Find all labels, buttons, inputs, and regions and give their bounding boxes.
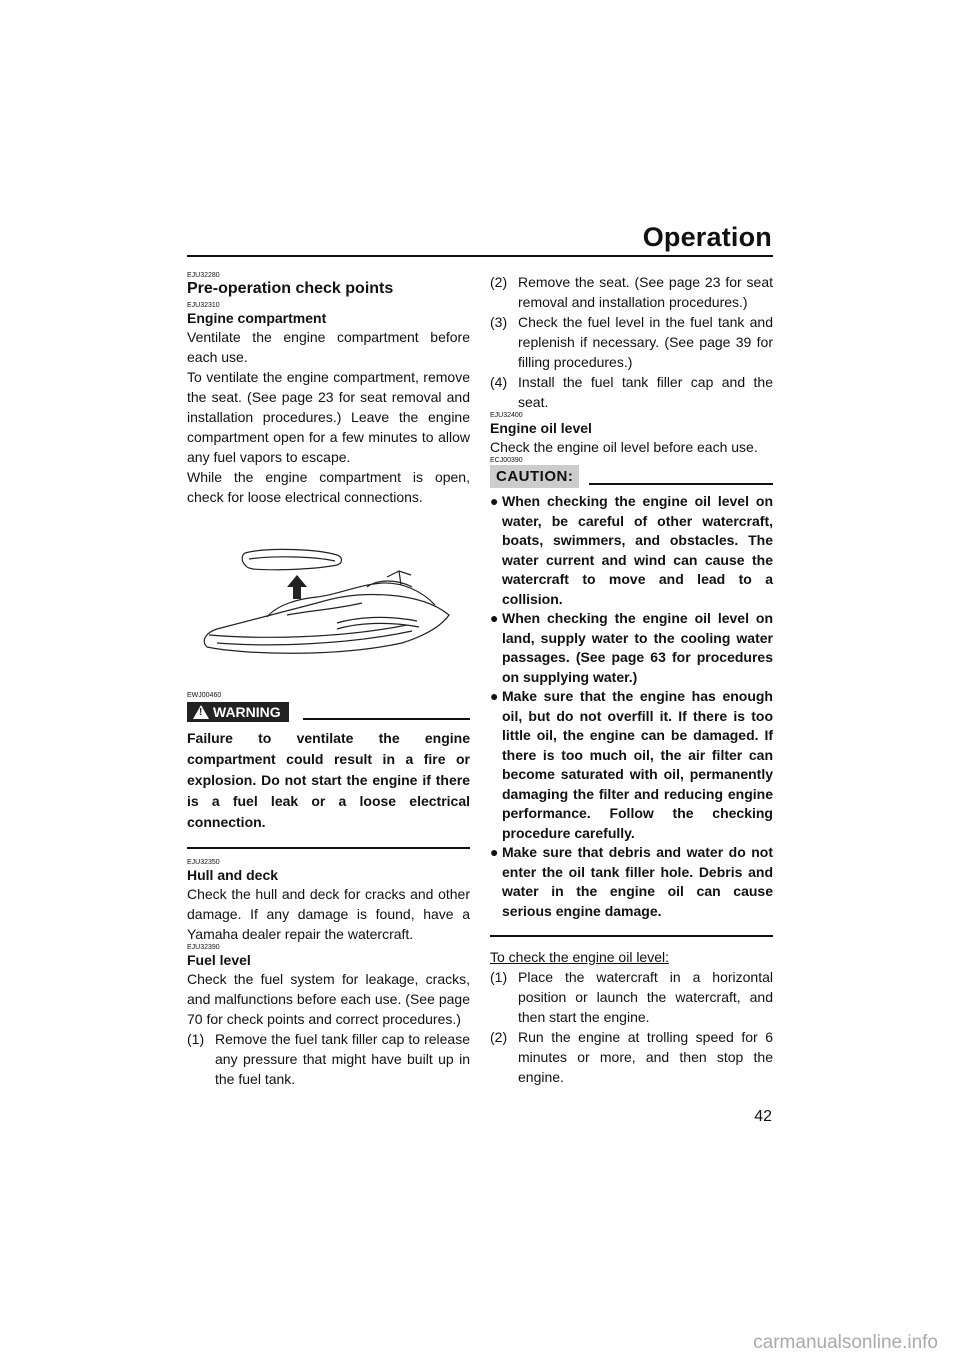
engine-oil-heading: Engine oil level (490, 420, 592, 436)
step-text: Run the engine at trolling speed for 6 minutes or more, and then stop the engine. (518, 1029, 773, 1085)
ref-code: ECJ00390 (490, 457, 523, 464)
hull-deck-heading: Hull and deck (187, 867, 279, 883)
ref-code: EJU32310 (187, 302, 220, 309)
fuel-step-2 (490, 272, 773, 312)
step-number: (1) (187, 1031, 205, 1047)
engine-paragraph-3: While the engine compartment is open, check for loose electrical connections. (187, 469, 470, 505)
left-column (187, 272, 470, 1089)
step-number: (1) (490, 969, 508, 985)
bullet-icon: ● (490, 493, 499, 509)
ref-code: EJU32390 (187, 944, 220, 951)
step-text: Install the fuel tank filler cap and the seat. (518, 374, 773, 410)
caution-bullet (490, 609, 773, 687)
warning-icon: ! (193, 705, 209, 719)
ref-code: EJU32350 (187, 859, 220, 866)
engine-oil-paragraph: Check the engine oil level before each use. (490, 439, 758, 455)
step-number: (4) (490, 374, 508, 390)
bullet-text: When checking the engine oil level on land, supply water to the cooling water passages. (See page 63 for procedures on supplying water.) (502, 610, 773, 685)
warning-rule (303, 718, 470, 720)
hull-paragraph: Check the hull and deck for cracks and other damage. If any damage is found, have a Yamaha dealer repair the watercraft. (187, 886, 470, 942)
warning-badge (187, 702, 289, 722)
engine-paragraph-2: To ventilate the engine compartment, remove the seat. (See page 23 for seat removal and installation procedures.) Leave the engine compartment open for a few minutes to allow any fuel vapors to escape. (187, 369, 470, 465)
page-title: Operation (642, 222, 772, 252)
footer-watermark: carmanualsonline.info (753, 1332, 938, 1353)
step-number: (3) (490, 314, 508, 330)
fuel-paragraph: Check the fuel system for leakage, cracks, and malfunctions before each use. (See page 70 for check points and correct procedures.) (187, 971, 470, 1027)
check-oil-heading: To check the engine oil level: (490, 949, 669, 965)
bullet-icon: ● (490, 844, 499, 860)
bullet-icon: ● (490, 610, 499, 626)
bullet-icon: ● (490, 688, 499, 704)
watercraft-seat-removal-illustration (187, 525, 470, 675)
caution-rule (589, 483, 773, 485)
caution-bullet (490, 687, 773, 843)
fuel-step-3 (490, 312, 773, 372)
page-number: 42 (754, 1108, 772, 1125)
right-column (490, 272, 773, 1087)
warning-label: WARNING (213, 704, 281, 720)
bullet-text: Make sure that the engine has enough oil, but do not overfill it. If there is too little oil, the engine can be damaged. If there is too much oil, the air filter can become saturated with oil, permanently damaging the filter and reducing engine performance. Follow the checking procedure carefully. (502, 688, 773, 841)
caution-bullet (490, 492, 773, 609)
check-step-2 (490, 1027, 773, 1087)
ref-code: EJU32280 (187, 272, 220, 279)
engine-paragraph-1: Ventilate the engine compartment before each use. (187, 329, 470, 365)
step-text: Remove the seat. (See page 23 for seat removal and installation procedures.) (518, 274, 773, 310)
caution-header (490, 465, 773, 488)
fuel-level-heading: Fuel level (187, 952, 251, 968)
ref-code: EJU32400 (490, 412, 523, 419)
step-text: Remove the fuel tank filler cap to release any pressure that might have built up in the fuel tank. (215, 1031, 470, 1087)
bullet-text: When checking the engine oil level on water, be careful of other watercraft, boats, swimmers, and obstacles. The water current and wind can cause the watercraft to move and lead to a collision. (502, 493, 773, 607)
step-text: Check the fuel level in the fuel tank and replenish if necessary. (See page 39 for filling procedures.) (518, 314, 773, 370)
step-number: (2) (490, 1029, 508, 1045)
ref-code: EWJ00460 (187, 692, 222, 699)
fuel-step-1 (187, 1029, 470, 1089)
section-title: Pre-operation check points (187, 280, 394, 297)
check-step-1 (490, 967, 773, 1027)
step-number: (2) (490, 274, 508, 290)
header-rule (187, 255, 773, 257)
warning-text: Failure to ventilate the engine compartment could result in a fire or explosion. Do not start the engine if there is a fuel leak or a loose electrical connection. (187, 730, 470, 830)
engine-compartment-heading: Engine compartment (187, 310, 327, 326)
fuel-step-4 (490, 372, 773, 412)
warning-header (187, 702, 470, 722)
step-text: Place the watercraft in a horizontal position or launch the watercraft, and then start the engine. (518, 969, 773, 1025)
bullet-text: Make sure that debris and water do not enter the oil tank filler hole. Debris and water in the engine oil can cause serious engine damage. (502, 844, 773, 919)
caution-bullet (490, 843, 773, 921)
caution-label: CAUTION: (490, 465, 579, 488)
